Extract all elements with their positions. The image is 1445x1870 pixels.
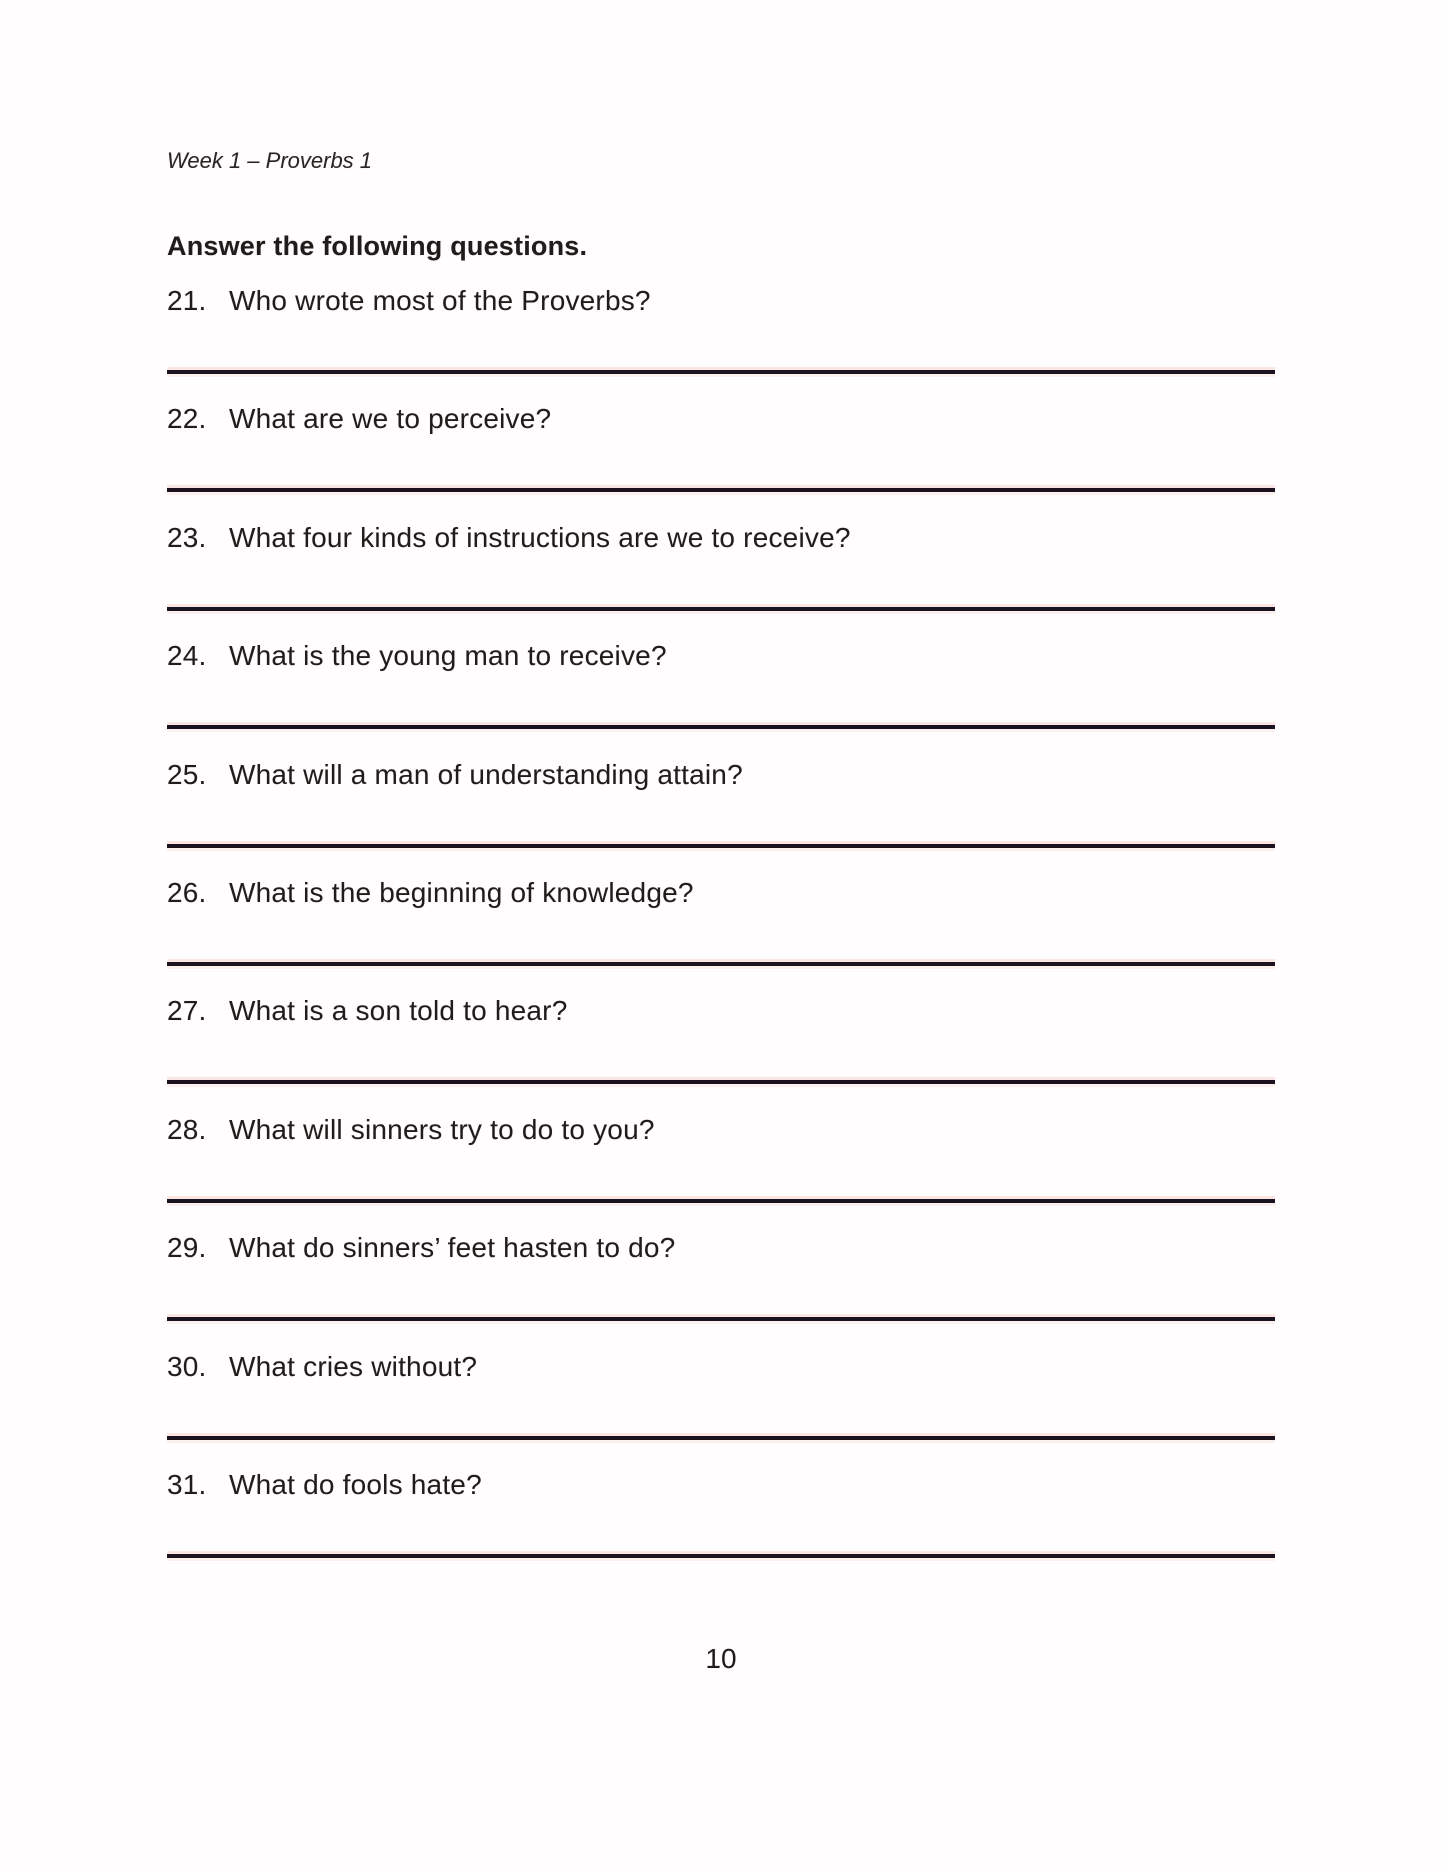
- question-block: [167, 1469, 1275, 1587]
- question-block: [167, 403, 1275, 521]
- question-number: 26.: [167, 876, 207, 908]
- question-text: What will a man of understanding attain?: [229, 758, 743, 790]
- question-block: [167, 877, 1275, 995]
- question-block: [167, 1114, 1275, 1232]
- question-block: [167, 640, 1275, 758]
- question-row: [167, 1114, 1275, 1146]
- page-number: 10: [705, 1643, 737, 1674]
- question-number: 23.: [167, 521, 207, 553]
- question-row: [167, 1351, 1275, 1383]
- answer-blank-line: [167, 488, 1275, 492]
- answer-blank-line: [167, 844, 1275, 848]
- question-number: 24.: [167, 640, 207, 672]
- question-block: [167, 522, 1275, 640]
- question-row: [167, 1469, 1275, 1501]
- answer-blank-line: [167, 607, 1275, 611]
- question-text: What is the beginning of knowledge?: [229, 876, 694, 908]
- answer-blank-line: [167, 1554, 1275, 1558]
- question-text: Who wrote most of the Proverbs?: [229, 285, 651, 316]
- question-text: What cries without?: [229, 1350, 478, 1382]
- question-text: What four kinds of instructions are we to receive?: [229, 521, 851, 553]
- question-text: What will sinners try to do to you?: [229, 1113, 655, 1145]
- question-text: What is the young man to receive?: [229, 640, 667, 672]
- question-text: What are we to perceive?: [229, 403, 552, 435]
- question-number: 28.: [167, 1113, 207, 1145]
- answer-blank-line: [167, 1317, 1275, 1321]
- question-row: [167, 640, 1275, 672]
- question-number: 21.: [167, 285, 207, 316]
- question-text: What do fools hate?: [229, 1468, 482, 1500]
- question-block: [167, 759, 1275, 877]
- question-number: 22.: [167, 403, 207, 435]
- answer-blank-line: [167, 1436, 1275, 1440]
- answer-blank-line: [167, 1080, 1275, 1084]
- question-row: [167, 995, 1275, 1027]
- question-list: [167, 285, 1275, 1587]
- question-block: [167, 1232, 1275, 1350]
- question-row: [167, 1232, 1275, 1264]
- question-block: [167, 285, 1275, 403]
- question-number: 29.: [167, 1232, 207, 1264]
- running-header: Week 1 – Proverbs 1: [167, 148, 373, 173]
- question-row: [167, 522, 1275, 554]
- question-text: What do sinners’ feet hasten to do?: [229, 1232, 676, 1264]
- question-number: 25.: [167, 758, 207, 790]
- question-block: [167, 1351, 1275, 1469]
- question-number: 31.: [167, 1468, 207, 1500]
- question-row: [167, 759, 1275, 791]
- instruction-heading: Answer the following questions.: [167, 231, 588, 261]
- question-row: [167, 877, 1275, 909]
- answer-blank-line: [167, 1199, 1275, 1203]
- answer-blank-line: [167, 962, 1275, 966]
- question-row: [167, 403, 1275, 435]
- question-number: 27.: [167, 995, 207, 1027]
- question-row: [167, 285, 1275, 317]
- question-number: 30.: [167, 1350, 207, 1382]
- question-block: [167, 995, 1275, 1113]
- question-text: What is a son told to hear?: [229, 995, 568, 1027]
- answer-blank-line: [167, 370, 1275, 374]
- answer-blank-line: [167, 725, 1275, 729]
